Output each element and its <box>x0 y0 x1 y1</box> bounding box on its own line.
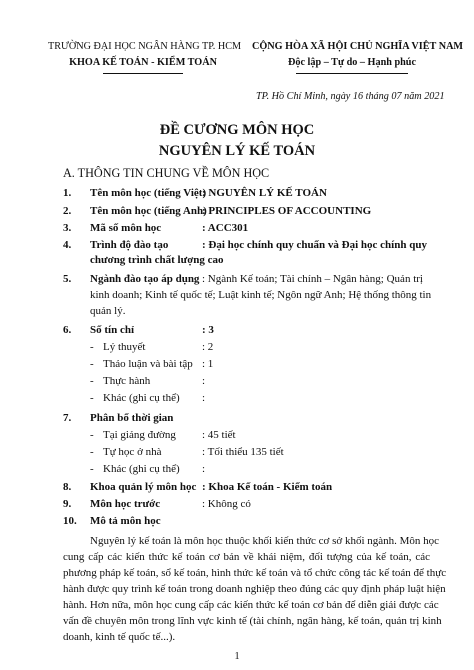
description-line: vấn đề chuyên môn trong lĩnh vực kinh tế (tài chính, ngân hàng, kế toán, quản trị kinh <box>63 615 442 627</box>
national-motto: Độc lập – Tự do – Hạnh phúc <box>288 57 416 68</box>
item-value-continued: quản lý. <box>90 305 126 317</box>
sub-item-dash: - <box>90 429 94 441</box>
sub-item-dash: - <box>90 358 94 370</box>
sub-item-dash: - <box>90 446 94 458</box>
university-name: TRƯỜNG ĐẠI HỌC NGÂN HÀNG TP. HCM <box>48 41 242 52</box>
page-number: 1 <box>234 651 240 662</box>
item-value: : 3 <box>202 324 214 336</box>
section-a-heading: A. THÔNG TIN CHUNG VỀ MÔN HỌC <box>63 166 270 180</box>
sub-item-value: : Tối thiểu 135 tiết <box>202 446 284 458</box>
item-value-continued: kinh doanh; Kinh tế quốc tế; Luật kinh tế; Ngôn ngữ Anh; Hệ thống thông tin <box>90 289 432 301</box>
item-number: 6. <box>63 324 72 336</box>
course-title: NGUYÊN LÝ KẾ TOÁN <box>158 143 316 159</box>
sub-item-value: : <box>202 375 206 387</box>
item-value: : Khoa Kế toán - Kiểm toán <box>202 481 333 493</box>
item-number: 2. <box>63 205 72 217</box>
sub-item-dash: - <box>90 375 94 387</box>
sub-item-label: Tự học ở nhà <box>103 446 162 458</box>
description-line: hành được quy trình kế toán trong doanh nghiệp theo đúng các quy định pháp luật hiện <box>63 583 446 595</box>
description-line: hành. Hơn nữa, môn học cung cấp các kiến thức kế toán cơ bản để diễn giải được các <box>63 599 439 611</box>
item-label: Mô tả môn học <box>90 515 161 527</box>
item-number: 3. <box>63 222 72 234</box>
sub-item-value: : 2 <box>202 341 214 353</box>
item-value: : NGUYÊN LÝ KẾ TOÁN <box>202 187 327 199</box>
date-line: TP. Hồ Chí Minh, ngày 16 tháng 07 năm 2021 <box>256 91 445 102</box>
sub-item-value: : 45 tiết <box>202 429 236 441</box>
sub-item-label: Khác (ghi cụ thể) <box>103 392 180 404</box>
sub-item-label: Lý thuyết <box>103 341 146 353</box>
item-number: 4. <box>63 239 72 251</box>
sub-item-label: Thực hành <box>103 375 151 387</box>
sub-item-dash: - <box>90 341 94 353</box>
item-value: : Không có <box>202 498 251 510</box>
item-number: 8. <box>63 481 72 493</box>
item-label: Trình độ đào tạo <box>90 239 169 251</box>
item-label: Tên môn học (tiếng Việt) <box>90 187 207 199</box>
sub-item-value: : 1 <box>202 358 214 370</box>
item-label: Khoa quản lý môn học <box>90 481 197 493</box>
description-line: Nguyên lý kế toán là môn học thuộc khối kiến thức cơ sở khối ngành. Môn học <box>90 535 440 547</box>
description-line: phương pháp kế toán, sổ kế toán, hình thức kế toán và tổ chức công tác kế toán để thực <box>63 567 447 579</box>
item-value-continued: chương trình chất lượng cao <box>90 254 224 266</box>
sub-item-value: : <box>202 392 206 404</box>
item-label: Tên môn học (tiếng Anh) <box>90 205 207 217</box>
item-label: Số tín chỉ <box>90 324 135 336</box>
item-number: 5. <box>63 273 72 285</box>
item-number: 1. <box>63 187 72 199</box>
sub-item-label: Tại giảng đường <box>103 429 176 441</box>
sub-item-label: Thảo luận và bài tập <box>103 358 193 370</box>
faculty-underline <box>103 73 183 74</box>
motto-underline <box>296 73 408 74</box>
item-number: 7. <box>63 412 72 424</box>
sub-item-dash: - <box>90 463 94 475</box>
sub-item-value: : <box>202 463 206 475</box>
faculty-name: KHOA KẾ TOÁN - KIỂM TOÁN <box>69 57 217 68</box>
national-title: CỘNG HÒA XÃ HỘI CHỦ NGHĨA VIỆT NAM <box>252 41 464 52</box>
sub-item-dash: - <box>90 392 94 404</box>
sub-item-label: Khác (ghi cụ thể) <box>103 463 180 475</box>
item-label: Ngành đào tạo áp dụng <box>90 273 200 285</box>
item-label: Phân bổ thời gian <box>90 412 174 424</box>
item-label: Mã số môn học <box>90 222 162 234</box>
item-number: 9. <box>63 498 72 510</box>
description-line: doanh, kinh tế quốc tế...). <box>63 631 176 643</box>
item-value: : PRINCIPLES OF ACCOUNTING <box>202 205 372 217</box>
item-number: 10. <box>63 515 77 527</box>
item-label: Môn học trước <box>90 498 161 510</box>
item-value: : Ngành Kế toán; Tài chính – Ngân hàng; Quản trị <box>202 273 423 285</box>
item-value: : ACC301 <box>202 222 249 234</box>
description-line: cung cấp các kiến thức kế toán cơ bản về khái niệm, đối tượng của kế toán, các <box>63 551 430 563</box>
item-value: : Đại học chính quy chuẩn và Đại học chính quy <box>202 239 427 251</box>
document-title: ĐỀ CƯƠNG MÔN HỌC <box>159 122 315 138</box>
